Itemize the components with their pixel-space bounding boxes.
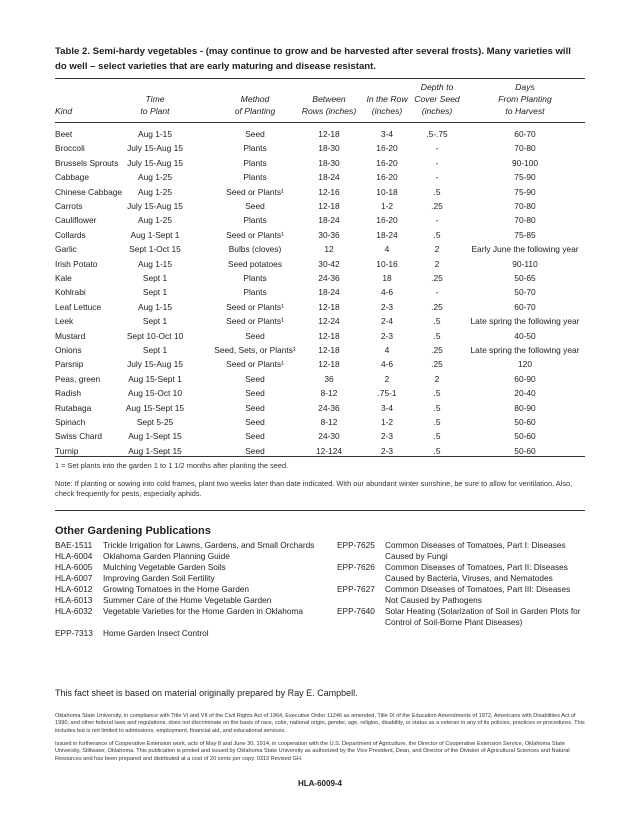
publication-code: HLA-6004 <box>55 551 93 561</box>
cell-days: 75-90 <box>514 172 536 183</box>
cell-days: 60-90 <box>514 373 536 384</box>
cell-depth: .25 <box>431 301 443 312</box>
table-bottom-rule <box>55 456 585 457</box>
cell-days: 50-60 <box>514 445 536 456</box>
header-method: Method of Planting <box>234 94 276 116</box>
cell-inrow: 2-3 <box>380 431 394 442</box>
cell-time: Aug 15-Oct 10 <box>127 388 182 399</box>
cell-kind: Leaf Lettuce <box>55 301 102 312</box>
cell-between: 24-36 <box>318 402 340 413</box>
publication-code: HLA-6005 <box>55 562 93 572</box>
cell-between: 12-18 <box>318 345 340 355</box>
credit-line: This fact sheet is based on material originally prepared by Ray E. Campbell. <box>55 688 358 698</box>
cell-depth: 2 <box>434 244 440 255</box>
cell-inrow: 16-20 <box>376 157 398 168</box>
publication-code: HLA-6012 <box>55 584 93 594</box>
cell-time: July 15-Aug 15 <box>127 201 183 211</box>
cell-depth: .25 <box>431 273 443 283</box>
cell-time: Aug 1-25 <box>138 172 172 183</box>
cell-kind: Onions <box>55 345 82 355</box>
cell-time: Aug 15-Sept 1 <box>128 373 182 384</box>
cell-inrow: 4-6 <box>380 359 394 370</box>
cell-inrow: 18-24 <box>376 229 398 240</box>
cell-time: Aug 1-15 <box>138 301 172 312</box>
publication-title: Common Diseases of Tomatoes, Part I: Diseases Caused by Fungi <box>385 540 566 561</box>
cell-method: Seed or Plants¹ <box>226 229 284 240</box>
cell-inrow: 16-20 <box>376 215 398 226</box>
cell-kind: Irish Potato <box>55 258 98 269</box>
cell-days: 70-80 <box>514 201 536 211</box>
cell-method: Seed <box>245 201 265 211</box>
cell-between: 30-36 <box>318 229 340 240</box>
cell-depth: .5 <box>433 330 441 341</box>
cell-between: 18-24 <box>318 172 340 183</box>
cell-between: 30-42 <box>318 258 340 269</box>
cell-between: 12-16 <box>318 186 340 197</box>
header-time: Time to Plant <box>140 94 170 116</box>
cell-depth: - <box>435 157 439 168</box>
publication-code: EPP-7640 <box>337 606 375 616</box>
cell-between: 8-12 <box>320 417 338 427</box>
cell-kind: Kale <box>55 273 72 283</box>
publication-title: Mulching Vegetable Garden Soils <box>103 562 226 572</box>
cell-between: 36 <box>324 373 334 384</box>
cell-time: Sept 5-25 <box>136 417 174 427</box>
cell-between: 12-18 <box>318 129 340 139</box>
cell-between: 18-24 <box>318 215 340 226</box>
cell-method: Seed potatoes <box>227 258 283 269</box>
cell-depth: .5 <box>433 445 441 456</box>
cell-inrow: 4-6 <box>380 287 394 298</box>
cell-kind: Collards <box>55 229 86 240</box>
cell-method: Plants <box>243 143 267 154</box>
publication-title: Growing Tomatoes in the Home Garden <box>103 584 250 594</box>
cell-inrow: 1-2 <box>380 201 394 211</box>
cell-method: Seed <box>245 388 265 399</box>
cell-method: Seed, Sets, or Plants¹ <box>214 345 296 355</box>
cell-method: Plants <box>243 215 267 226</box>
cell-between: 12 <box>324 244 334 255</box>
cell-time: Aug 1-25 <box>138 215 172 226</box>
cell-method: Seed or Plants¹ <box>226 186 284 197</box>
cell-depth: .5 <box>433 402 441 413</box>
cell-method: Plants <box>243 273 267 283</box>
cell-inrow: 4 <box>384 345 390 355</box>
legal-notice: Oklahoma State University, in compliance with Title VI and VII of the Civil Rights Act of 1964, Executive Order 11246 as amended, Title IX of the Education Amendments of 1972, Americans with Disabilities Act of 1990, and other federal laws and regulations, does not discriminate on the basis of race, color, national origin, gender, age, religion, disability, or status as a veteran in any of its policies, practices or procedures. This includes but is not limited to admissions, employment, financial aid, and educational services. <box>55 713 585 734</box>
cell-days: 90-110 <box>512 258 538 269</box>
footer-code: HLA-6009-4 <box>297 779 342 788</box>
cell-depth: .5 <box>433 388 441 399</box>
cell-days: 50-65 <box>514 273 536 283</box>
publication-code: EPP-7313 <box>55 628 93 638</box>
cell-days: 120 <box>518 359 532 370</box>
cell-inrow: 18 <box>382 273 392 283</box>
cell-inrow: .75-1 <box>377 388 397 399</box>
cell-kind: Leek <box>55 316 74 327</box>
cell-between: 12-18 <box>318 201 340 211</box>
cell-between: 12-18 <box>318 359 340 370</box>
header-between-rows: Between Rows (inches) <box>301 94 357 116</box>
publication-code: HLA-6032 <box>55 606 93 616</box>
cell-time: Sept 10-Oct 10 <box>126 330 184 341</box>
publication-title: Common Diseases of Tomatoes, Part III: Diseases Not Caused by Pathogens <box>385 584 571 605</box>
cell-between: 8-12 <box>320 388 338 399</box>
extension-notice: Issued in furtherance of Cooperative Extension work, acts of May 8 and June 30, 1914, in cooperation with the U.S. Department of Agriculture, the Director of Cooperative Extension Service, Oklahoma State University, Stillwater, Oklahoma. This publication is printed and issued by Oklahoma State University as authorized by the Vice President, Dean, and Director of the Division of Agricultural Sciences and Natural Resources and has been prepared and distributed at a cost of 20 cents per copy. 0313 Revised GH. <box>55 741 570 762</box>
cell-time: Aug 15-Sept 15 <box>125 402 185 413</box>
cell-time: Aug 1-Sept 15 <box>128 445 182 456</box>
table-top-rule <box>55 78 585 79</box>
publication-code: HLA-6013 <box>55 595 93 605</box>
cell-days: 75-85 <box>514 229 536 240</box>
cell-kind: Cabbage <box>55 172 89 183</box>
section-rule <box>55 510 585 511</box>
cell-inrow: 2-4 <box>380 316 394 327</box>
cell-method: Seed or Plants¹ <box>226 316 284 327</box>
publications-heading: Other Gardening Publications <box>55 525 211 537</box>
cell-kind: Chinese Cabbage <box>55 186 123 197</box>
cell-days: Late spring the following year <box>470 345 580 355</box>
cell-kind: Carrots <box>55 201 83 211</box>
cell-days: 50-70 <box>514 287 536 298</box>
cell-depth: .5 <box>433 431 441 442</box>
cell-inrow: 2-3 <box>380 330 394 341</box>
cell-inrow: 10-18 <box>376 186 398 197</box>
cell-time: Sept 1 <box>142 287 168 298</box>
cell-method: Seed or Plants¹ <box>226 301 284 312</box>
table-title: Table 2. Semi-hardy vegetables - (may continue to grow and be harvested after several frosts). Many varieties will do well – select varieties that are early maturing and disease resistant. <box>55 46 571 72</box>
publication-title: Common Diseases of Tomatoes, Part II: Diseases Caused by Bacteria, Viruses, and Nematodes <box>385 562 568 583</box>
cell-days: 50-60 <box>514 417 536 427</box>
publication-code: HLA-6007 <box>55 573 93 583</box>
cell-depth: - <box>435 172 439 183</box>
cell-method: Seed <box>245 445 265 456</box>
cell-days: 70-80 <box>514 215 536 226</box>
cell-method: Seed <box>245 129 265 139</box>
cell-inrow: 2 <box>384 373 390 384</box>
cell-method: Seed <box>245 402 265 413</box>
cell-kind: Mustard <box>55 330 86 341</box>
cell-inrow: 2-3 <box>380 445 394 456</box>
cell-inrow: 4 <box>384 244 390 255</box>
note: Note: If planting or sowing into cold frames, plant two weeks later than date indicated. With our abundant winter sunshine, be sure to allow for ventilation. Also, check frequently for pests, especially aphids. <box>55 479 573 498</box>
cell-time: July 15-Aug 15 <box>127 359 183 370</box>
cell-between: 18-30 <box>318 143 340 154</box>
cell-between: 12-18 <box>318 301 340 312</box>
publication-title: Improving Garden Soil Fertility <box>103 573 215 583</box>
cell-days: 40-50 <box>514 330 536 341</box>
cell-kind: Beet <box>55 129 73 139</box>
cell-kind: Spinach <box>55 417 86 427</box>
cell-kind: Brussels Sprouts <box>55 157 119 168</box>
cell-days: 20-40 <box>514 388 536 399</box>
cell-between: 12-124 <box>315 445 343 456</box>
cell-depth: .25 <box>431 359 443 370</box>
cell-depth: 2 <box>434 373 440 384</box>
publication-title: Home Garden Insect Control <box>103 628 209 638</box>
cell-depth: .5 <box>433 316 441 327</box>
publication-code: EPP-7626 <box>337 562 375 572</box>
cell-kind: Swiss Chard <box>55 431 103 442</box>
cell-days: 90-100 <box>511 157 539 168</box>
cell-depth: - <box>435 215 439 226</box>
cell-method: Plants <box>243 157 267 168</box>
cell-between: 12-18 <box>318 330 340 341</box>
cell-time: Aug 1-15 <box>138 129 172 139</box>
publication-code: EPP-7627 <box>337 584 375 594</box>
cell-method: Seed <box>245 431 265 442</box>
cell-depth: .25 <box>431 345 443 355</box>
header-bottom-rule <box>55 122 585 123</box>
publication-title: Oklahoma Garden Planning Guide <box>103 551 230 561</box>
publication-title: Vegetable Varieties for the Home Garden in Oklahoma <box>103 606 304 616</box>
cell-kind: Kohlrabi <box>55 287 86 298</box>
cell-depth: 2 <box>434 258 440 269</box>
cell-inrow: 16-20 <box>376 172 398 183</box>
cell-inrow: 1-2 <box>380 417 394 427</box>
publication-title: Summer Care of the Home Vegetable Garden <box>103 595 272 605</box>
publication-code: EPP-7625 <box>337 540 375 550</box>
cell-depth: .25 <box>431 201 443 211</box>
cell-kind: Cauliflower <box>55 215 97 226</box>
cell-time: Aug 1-25 <box>138 186 172 197</box>
cell-kind: Garlic <box>55 244 77 255</box>
cell-depth: - <box>435 143 439 154</box>
cell-method: Plants <box>243 287 267 298</box>
cell-method: Bulbs (cloves) <box>228 244 282 255</box>
cell-days: 80-90 <box>514 402 536 413</box>
publication-title: Trickle Irrigation for Lawns, Gardens, and Small Orchards <box>103 540 315 550</box>
cell-inrow: 16-20 <box>376 143 398 154</box>
cell-kind: Peas, green <box>55 373 101 384</box>
cell-method: Seed <box>245 373 265 384</box>
publication-code: BAE-1511 <box>55 540 93 550</box>
header-in-the-row: In the Row (inches) <box>366 94 408 116</box>
header-depth: Depth to Cover Seed (inches) <box>414 82 460 116</box>
header-days: Days From Planting to Harvest <box>498 82 552 116</box>
cell-time: Aug 1-15 <box>138 258 172 269</box>
cell-kind: Rutabaga <box>55 402 92 413</box>
cell-time: Aug 1-Sept 15 <box>128 431 182 442</box>
cell-days: 60-70 <box>514 129 536 139</box>
cell-time: Sept 1 <box>142 273 168 283</box>
cell-between: 18-30 <box>318 157 340 168</box>
cell-depth: - <box>435 287 439 298</box>
cell-days: Early June the following year <box>471 244 579 255</box>
cell-kind: Broccoli <box>55 143 85 154</box>
cell-time: July 15-Aug 15 <box>127 143 183 154</box>
footnote: 1 = Set plants into the garden 1 to 1 1/2 months after planting the seed. <box>55 461 289 470</box>
cell-between: 24-36 <box>318 273 340 283</box>
cell-method: Seed <box>245 417 265 427</box>
cell-inrow: 3-4 <box>380 402 394 413</box>
publication-title: Solar Heating (Solarization of Soil in Garden Plots for Control of Soil-Borne Plant Diseases) <box>385 606 581 627</box>
cell-days: 70-80 <box>514 143 536 154</box>
cell-method: Plants <box>243 172 267 183</box>
header-kind: Kind <box>55 106 73 116</box>
cell-time: Aug 1-Sept 1 <box>130 229 180 240</box>
cell-days: Late spring the following year <box>470 316 580 327</box>
cell-inrow: 2-3 <box>380 301 394 312</box>
cell-between: 12-24 <box>318 316 340 327</box>
cell-depth: .5 <box>433 229 441 240</box>
cell-depth: .5 <box>433 417 441 427</box>
cell-depth: .5-.75 <box>426 129 448 139</box>
cell-method: Seed <box>245 330 265 341</box>
cell-days: 50-60 <box>514 431 536 442</box>
cell-between: 18-24 <box>318 287 340 298</box>
cell-time: Sept 1 <box>142 316 168 327</box>
cell-inrow: 10-16 <box>376 258 398 269</box>
cell-depth: .5 <box>433 186 441 197</box>
cell-time: Sept 1 <box>142 345 168 355</box>
cell-between: 24-30 <box>318 431 340 442</box>
cell-time: Sept 1-Oct 15 <box>129 244 181 255</box>
cell-method: Seed or Plants¹ <box>226 359 284 370</box>
cell-days: 75-90 <box>514 186 536 197</box>
cell-days: 60-70 <box>514 301 536 312</box>
cell-time: July 15-Aug 15 <box>127 157 183 168</box>
cell-inrow: 3-4 <box>380 129 394 139</box>
cell-kind: Turnip <box>55 445 79 456</box>
cell-kind: Radish <box>55 388 82 399</box>
cell-kind: Parsnip <box>55 359 84 370</box>
